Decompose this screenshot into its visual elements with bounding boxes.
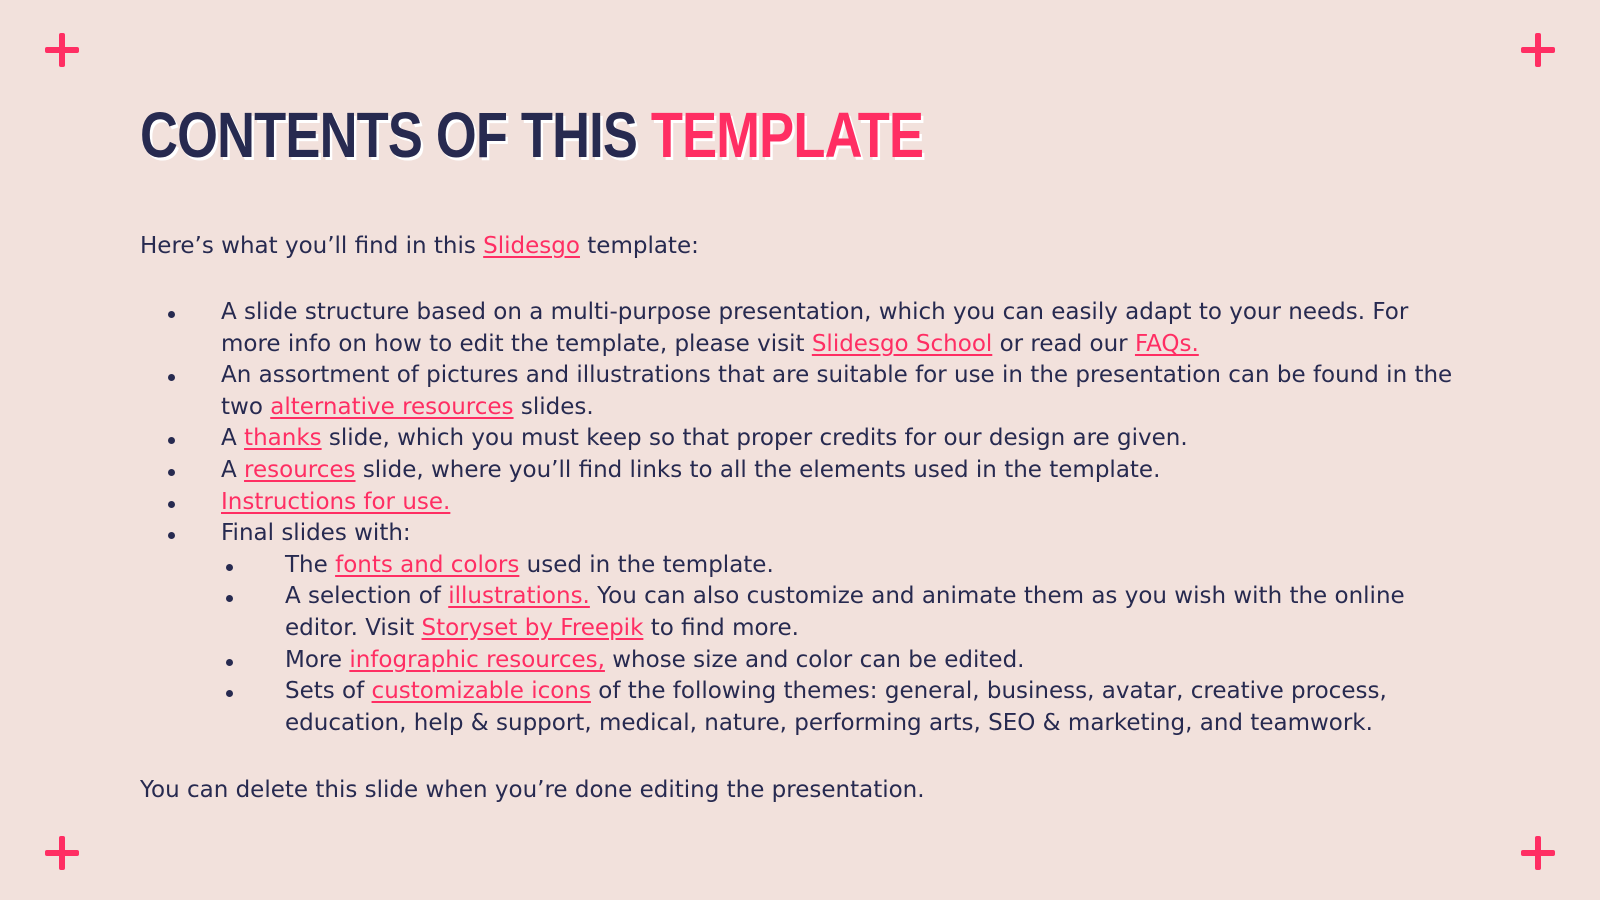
infographic-resources-link[interactable]: infographic resources, — [349, 646, 605, 673]
bullet-text: A selection of — [285, 583, 449, 610]
list-item — [140, 423, 1470, 455]
bullet-text: The — [285, 551, 336, 578]
bullet-text: to find more. — [643, 614, 799, 641]
list-item — [140, 297, 1470, 360]
bullet-text: of the following themes: general, business, avatar, creative process, education, help & support, medical, nature, performing arts, SEO & marketing, and teamwork. — [285, 678, 1387, 736]
plus-icon — [45, 836, 79, 870]
alternative-resources-link[interactable]: alternative resources — [270, 393, 514, 420]
slidesgo-link[interactable]: Slidesgo — [483, 233, 580, 259]
plus-icon — [1521, 836, 1555, 870]
bullet-text: A — [221, 456, 245, 483]
sub-list-item — [221, 645, 1470, 677]
bullet-text: whose size and color can be edited. — [604, 646, 1025, 673]
bullet-text: used in the template. — [519, 551, 774, 578]
intro-text — [140, 231, 1470, 263]
outro-text: You can delete this slide when you’re done editing the presentation. — [140, 777, 925, 803]
list-item — [140, 360, 1470, 423]
customizable-icons-link[interactable]: customizable icons — [371, 678, 591, 705]
sub-list-item — [221, 676, 1470, 739]
faqs-link[interactable]: FAQs. — [1134, 330, 1199, 357]
intro-after: template: — [579, 233, 699, 259]
title-part-navy: CONTENTS OF THIS — [140, 99, 651, 171]
bullet-text: A slide structure based on a multi-purpose presentation, which you can easily adapt to your needs. For more info on how to edit the template, please visit — [221, 299, 1409, 357]
bullet-text: slide, where you’ll find links to all the elements used in the template. — [355, 456, 1161, 483]
illustrations-link[interactable]: illustrations. — [448, 583, 590, 610]
title-part-accent: TEMPLATE — [650, 99, 924, 171]
intro-before: Here’s what you’ll find in this — [140, 233, 484, 259]
thanks-link[interactable]: thanks — [244, 425, 322, 452]
bullet-text: slides. — [513, 393, 594, 420]
page-title — [140, 100, 923, 170]
list-item — [140, 487, 1470, 519]
bullet-text: You can also customize and animate them as you wish with the online editor. Visit — [285, 583, 1405, 641]
bullet-text: slide, which you must keep so that proper credits for our design are given. — [321, 425, 1188, 452]
list-item — [140, 455, 1470, 487]
bullet-text: An assortment of pictures and illustrations that are suitable for use in the presentation can be found in the two — [221, 362, 1453, 420]
fonts-and-colors-link[interactable]: fonts and colors — [335, 551, 520, 578]
bullet-text: A — [221, 425, 245, 452]
plus-icon — [45, 33, 79, 67]
resources-link[interactable]: resources — [244, 456, 356, 483]
bullet-text: Final slides with: — [221, 520, 411, 547]
bullet-text: or read our — [992, 330, 1135, 357]
instructions-link[interactable]: Instructions for use. — [221, 488, 451, 515]
bullet-text: Sets of — [285, 678, 372, 705]
plus-icon — [1521, 33, 1555, 67]
bullet-text: More — [285, 646, 350, 673]
storyset-link[interactable]: Storyset by Freepik — [421, 614, 644, 641]
sub-list-item — [221, 581, 1470, 644]
sub-list-item — [221, 550, 1470, 582]
final-slides-list — [221, 550, 1470, 740]
list-item — [140, 518, 1470, 739]
slidesgo-school-link[interactable]: Slidesgo School — [811, 330, 993, 357]
contents-list — [140, 297, 1470, 739]
